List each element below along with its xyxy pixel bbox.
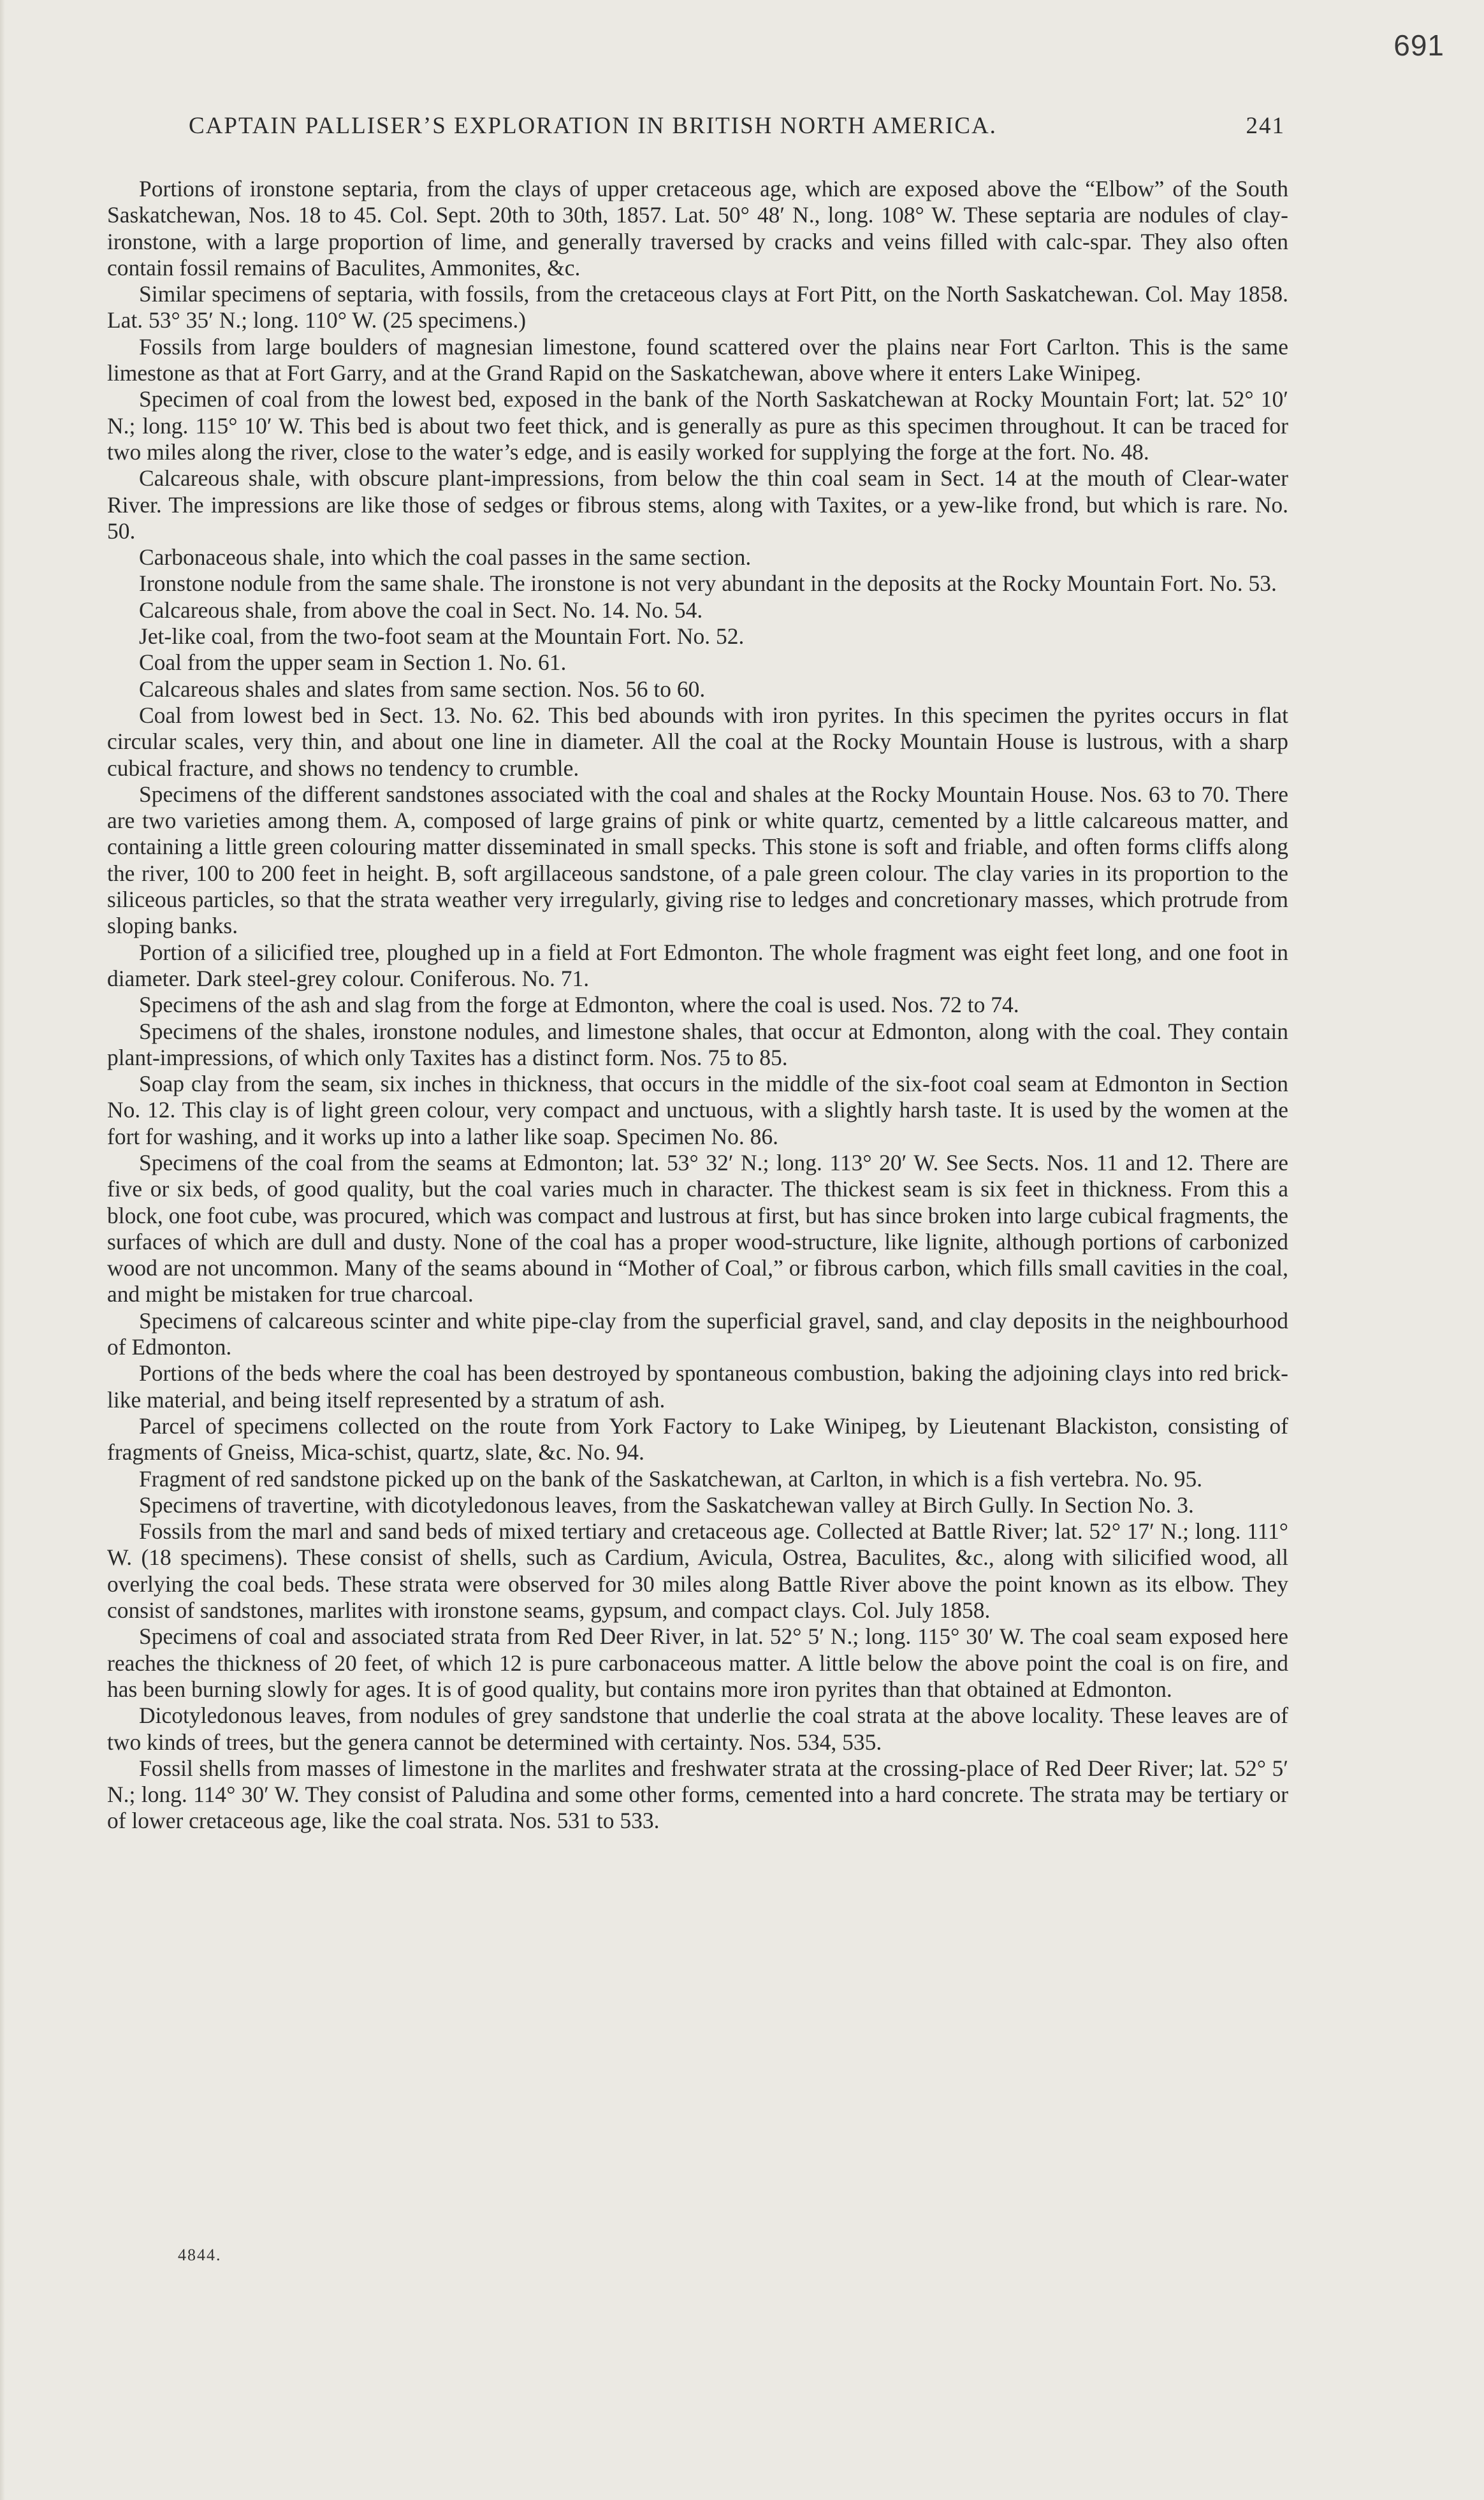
paragraph: Specimens of travertine, with dicotyledonous leaves, from the Saskatchewan valley at Birch Gully. In Section No. 3. [139, 1492, 1194, 1518]
signature-mark: 4844. [178, 2246, 222, 2264]
paragraph: Fossils from large boulders of magnesian limestone, found scattered over the plains near Fort Carlton. This is the same limestone as that at Fort Garry, and at the Grand Rapid on the Saskatchewan, above where it enters Lake Winipeg. [107, 333, 1288, 386]
paragraph: Specimens of coal and associated strata from Red Deer River, in lat. 52° 5′ N.; long. 115° 30′ W. The coal seam exposed here reaches the thickness of 20 feet, of which 12 is pure carbonaceous matter. A little below the above point the coal is on fire, and has been burning slowly for ages. It is of good quality, but contains more iron pyrites than that obtained at Edmonton. [107, 1624, 1288, 1702]
paragraph: Fragment of red sandstone picked up on the bank of the Saskatchewan, at Carlton, in which is a fish vertebra. No. 95. [139, 1465, 1203, 1492]
running-head-page-number: 241 [1246, 113, 1285, 139]
paragraph: Calcareous shales and slates from same section. Nos. 56 to 60. [139, 676, 706, 702]
page-edge-shadow [0, 0, 5, 2500]
paragraph: Coal from the upper seam in Section 1. No. 61. [139, 650, 567, 676]
paragraph: Jet-like coal, from the two-foot seam at the Mountain Fort. No. 52. [139, 623, 745, 650]
paragraph: Similar specimens of septaria, with fossils, from the cretaceous clays at Fort Pitt, on the North Saskatchewan. Col. May 1858. Lat. 53° 35′ N.; long. 110° W. (25 specimens.) [107, 281, 1288, 333]
paragraph: Specimens of the shales, ironstone nodules, and limestone shales, that occur at Edmonton, along with the coal. They contain plant-impressions, of which only Taxites has a distinct form. Nos. 75 to 85. [107, 1018, 1288, 1070]
paragraph: Portions of the beds where the coal has been destroyed by spontaneous combustion, baking the adjoining clays into red brick-like material, and being itself represented by a stratum of ash. [107, 1360, 1288, 1413]
paragraph: Portions of ironstone septaria, from the clays of upper cretaceous age, which are exposed above the “Elbow” of the South Saskatchewan, Nos. 18 to 45. Col. Sept. 20th to 30th, 1857. Lat. 50° 48′ N., long. 108° W. These septaria are nodules of clay-ironstone, with a large proportion of lime, and generally traversed by cracks and veins filled with calc-spar. They also often contain fossil remains of Baculites, Ammonites, &c. [107, 176, 1288, 280]
running-head-title: CAPTAIN PALLISER’S EXPLORATION IN BRITISH NORTH AMERICA. [189, 113, 997, 139]
paragraph: Specimens of calcareous scinter and white pipe-clay from the superficial gravel, sand, and clay deposits in the neighbourhood of Edmonton. [107, 1307, 1288, 1360]
paragraph: Carbonaceous shale, into which the coal passes in the same section. [139, 544, 752, 570]
paragraph: Specimens of the different sandstones associated with the coal and shales at the Rocky Mountain House. Nos. 63 to 70. There are two varieties among them. A, composed of large grains of pink or white quartz, cemented by a little calcareous matter, and containing a little green colouring matter disseminated in small specks. This stone is soft and friable, and often forms cliffs along the river, 100 to 200 feet in height. B, soft argillaceous sandstone, of a pale green colour. The clay varies in its proportion to the siliceous particles, so that the strata weather very irregularly, giving rise to ledges and concretionary masses, which protrude from sloping banks. [107, 781, 1288, 939]
paragraph: Fossil shells from masses of limestone in the marlites and freshwater strata at the crossing-place of Red Deer River; lat. 52° 5′ N.; long. 114° 30′ W. They consist of Paludina and some other forms, cemented into a hard concrete. The strata may be tertiary or of lower cretaceous age, like the coal strata. Nos. 531 to 533. [107, 1755, 1288, 1834]
paragraph: Fossils from the marl and sand beds of mixed tertiary and cretaceous age. Collected at Battle River; lat. 52° 17′ N.; long. 111° W. (18 specimens). These consist of shells, such as Cardium, Avicula, Ostrea, Baculites, &c., along with silicified wood, all overlying the coal beds. These strata were observed for 30 miles along Battle River above the point known as its elbow. They consist of sandstones, marlites with ironstone seams, gypsum, and compact clays. Col. July 1858. [107, 1518, 1288, 1624]
paragraph: Portion of a silicified tree, ploughed up in a field at Fort Edmonton. The whole fragment was eight feet long, and one foot in diameter. Dark steel-grey colour. Coniferous. No. 71. [107, 939, 1288, 991]
paragraph: Specimens of the coal from the seams at Edmonton; lat. 53° 32′ N.; long. 113° 20′ W. See Sects. Nos. 11 and 12. There are five or six beds, of good quality, but the coal varies much in character. The thickest seam is six feet in thickness. From this a block, one foot cube, was procured, which was compact and lustrous at first, but has since broken into large cubical fragments, the surfaces of which are dull and dusty. None of the coal has a proper wood-structure, like lignite, although portions of carbonized wood are not uncommon. Many of the seams abound in “Mother of Coal,” or fibrous carbon, which fills small cavities in the coal, and might be mistaken for true charcoal. [107, 1149, 1288, 1307]
page-number-top: 691 [1393, 29, 1444, 62]
paragraph: Calcareous shale, with obscure plant-impressions, from below the thin coal seam in Sect. 14 at the mouth of Clear-water River. The impressions are like those of sedges or fibrous stems, along with Taxites, or a yew-like frond, but which is rare. No. 50. [107, 465, 1288, 544]
paragraph: Coal from lowest bed in Sect. 13. No. 62. This bed abounds with iron pyrites. In this specimen the pyrites occurs in flat circular scales, very thin, and about one line in diameter. All the coal at the Rocky Mountain House is lustrous, with a sharp cubical fracture, and shows no tendency to crumble. [107, 702, 1288, 781]
paragraph: Calcareous shale, from above the coal in Sect. No. 14. No. 54. [139, 597, 703, 623]
paragraph: Ironstone nodule from the same shale. The ironstone is not very abundant in the deposits at the Rocky Mountain Fort. No. 53. [139, 570, 1277, 597]
paragraph: Dicotyledonous leaves, from nodules of grey sandstone that underlie the coal strata at the above locality. These leaves are of two kinds of trees, but the genera cannot be determined with certainty. Nos. 534, 535. [107, 1703, 1288, 1755]
paragraph: Specimen of coal from the lowest bed, exposed in the bank of the North Saskatchewan at Rocky Mountain Fort; lat. 52° 10′ N.; long. 115° 10′ W. This bed is about two feet thick, and is generally as pure as this specimen throughout. It can be traced for two miles along the river, close to the water’s edge, and is easily worked for supplying the forge at the fort. No. 48. [107, 386, 1288, 465]
paragraph: Soap clay from the seam, six inches in thickness, that occurs in the middle of the six-foot coal seam at Edmonton in Section No. 12. This clay is of light green colour, very compact and unctuous, with a slightly harsh taste. It is used by the women at the fort for washing, and it works up into a lather like soap. Specimen No. 86. [107, 1071, 1288, 1149]
paragraph: Parcel of specimens collected on the route from York Factory to Lake Winipeg, by Lieutenant Blackiston, consisting of fragments of Gneiss, Mica-schist, quartz, slate, &c. No. 94. [107, 1413, 1288, 1465]
body-text [107, 176, 1288, 1835]
paragraph: Specimens of the ash and slag from the forge at Edmonton, where the coal is used. Nos. 72 to 74. [139, 992, 1019, 1018]
